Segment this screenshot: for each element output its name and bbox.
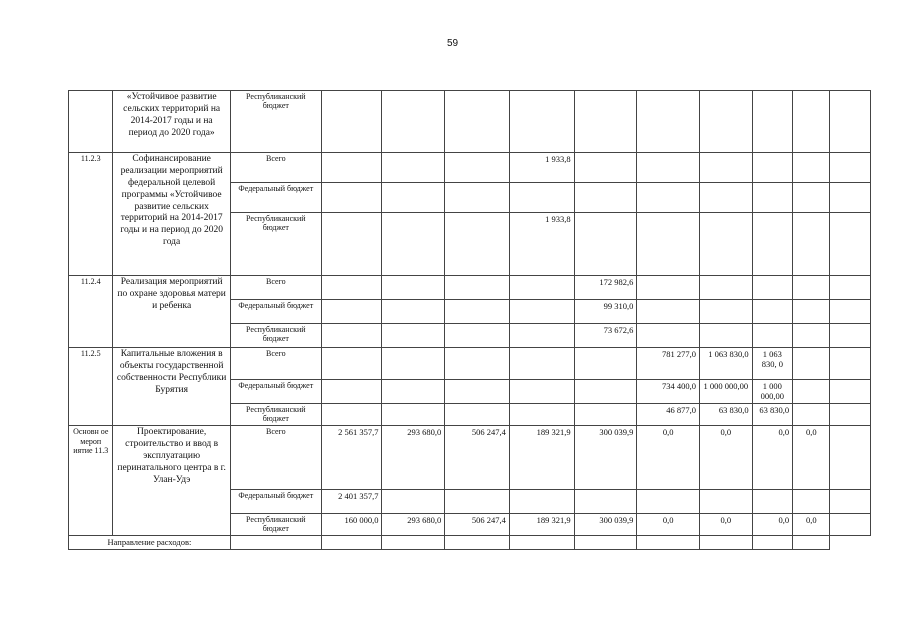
value-cell: 293 680,0 (382, 426, 445, 490)
value-cell: 99 310,0 (574, 300, 637, 324)
budget-source: Всего (230, 276, 321, 300)
value-cell: 300 039,9 (574, 426, 637, 490)
row-code (69, 91, 113, 153)
table-row (69, 91, 871, 153)
value-cell: 293 680,0 (382, 514, 445, 536)
budget-source: Республиканский бюджет (230, 324, 321, 348)
value-cell: 0,0 (793, 426, 830, 490)
value-cell: 63 830,0 (752, 404, 792, 426)
value-cell: 160 000,0 (321, 514, 382, 536)
budget-source: Республиканский бюджет (230, 91, 321, 153)
table-row (69, 153, 871, 183)
budget-source: Федеральный бюджет (230, 490, 321, 514)
value-cell: 300 039,9 (574, 514, 637, 536)
budget-source: Республиканский бюджет (230, 514, 321, 536)
expense-direction-label: Направление расходов: (69, 536, 231, 550)
row-code: Основн ое мероп иятие 11.3 (69, 426, 113, 536)
budget-source: Федеральный бюджет (230, 183, 321, 213)
page-number: 59 (446, 38, 459, 49)
budget-source: Республиканский бюджет (230, 213, 321, 276)
value-cell: 2 561 357,7 (321, 426, 382, 490)
value-cell: 46 877,0 (637, 404, 700, 426)
value-cell: 0,0 (637, 514, 700, 536)
value-cell: 189 321,9 (509, 514, 574, 536)
value-cell: 0,0 (700, 514, 753, 536)
activity-name: Софинансирование реализации мероприятий федеральной целевой программы «Устойчивое развитие сельских территорий на 2014-2017 годы и на период до 2020 года (113, 153, 230, 276)
activity-name: Капитальные вложения в объекты государственной собственности Республики Бурятия (113, 348, 230, 426)
activity-name: Реализация мероприятий по охране здоровья матери и ребенка (113, 276, 230, 348)
row-code: 11.2.3 (69, 153, 113, 276)
value-cell: 189 321,9 (509, 426, 574, 490)
budget-source: Всего (230, 153, 321, 183)
value-cell: 781 277,0 (637, 348, 700, 380)
value-cell: 0,0 (637, 426, 700, 490)
value-cell: 63 830,0 (700, 404, 753, 426)
value-cell: 506 247,4 (445, 514, 510, 536)
activity-name: Проектирование, строительство и ввод в эксплуатацию перинатального центра в г. Улан-Удэ (113, 426, 230, 536)
value-cell: 1 000 000,00 (752, 380, 792, 404)
budget-source: Федеральный бюджет (230, 380, 321, 404)
budget-source: Республиканский бюджет (230, 404, 321, 426)
row-code: 11.2.4 (69, 276, 113, 348)
table-row (69, 276, 871, 300)
budget-source: Всего (230, 348, 321, 380)
value-cell: 506 247,4 (445, 426, 510, 490)
value-cell: 1 933,8 (509, 153, 574, 183)
value-cell: 1 000 000,00 (700, 380, 753, 404)
value-cell: 0,0 (700, 426, 753, 490)
value-cell: 1 933,8 (509, 213, 574, 276)
value-cell: 172 982,6 (574, 276, 637, 300)
activity-name: «Устойчивое развитие сельских территорий на 2014-2017 годы и на период до 2020 года» (113, 91, 230, 153)
value-cell: 0,0 (752, 514, 792, 536)
value-cell: 1 063 830, 0 (752, 348, 792, 380)
row-code: 11.2.5 (69, 348, 113, 426)
table-row (69, 536, 871, 550)
budget-source: Всего (230, 426, 321, 490)
table-row (69, 426, 871, 490)
value-cell: 73 672,6 (574, 324, 637, 348)
value-cell: 0,0 (752, 426, 792, 490)
budget-source: Федеральный бюджет (230, 300, 321, 324)
budget-table (68, 90, 871, 550)
value-cell: 0,0 (793, 514, 830, 536)
value-cell: 2 401 357,7 (321, 490, 382, 514)
value-cell: 734 400,0 (637, 380, 700, 404)
table-row (69, 348, 871, 380)
value-cell: 1 063 830,0 (700, 348, 753, 380)
